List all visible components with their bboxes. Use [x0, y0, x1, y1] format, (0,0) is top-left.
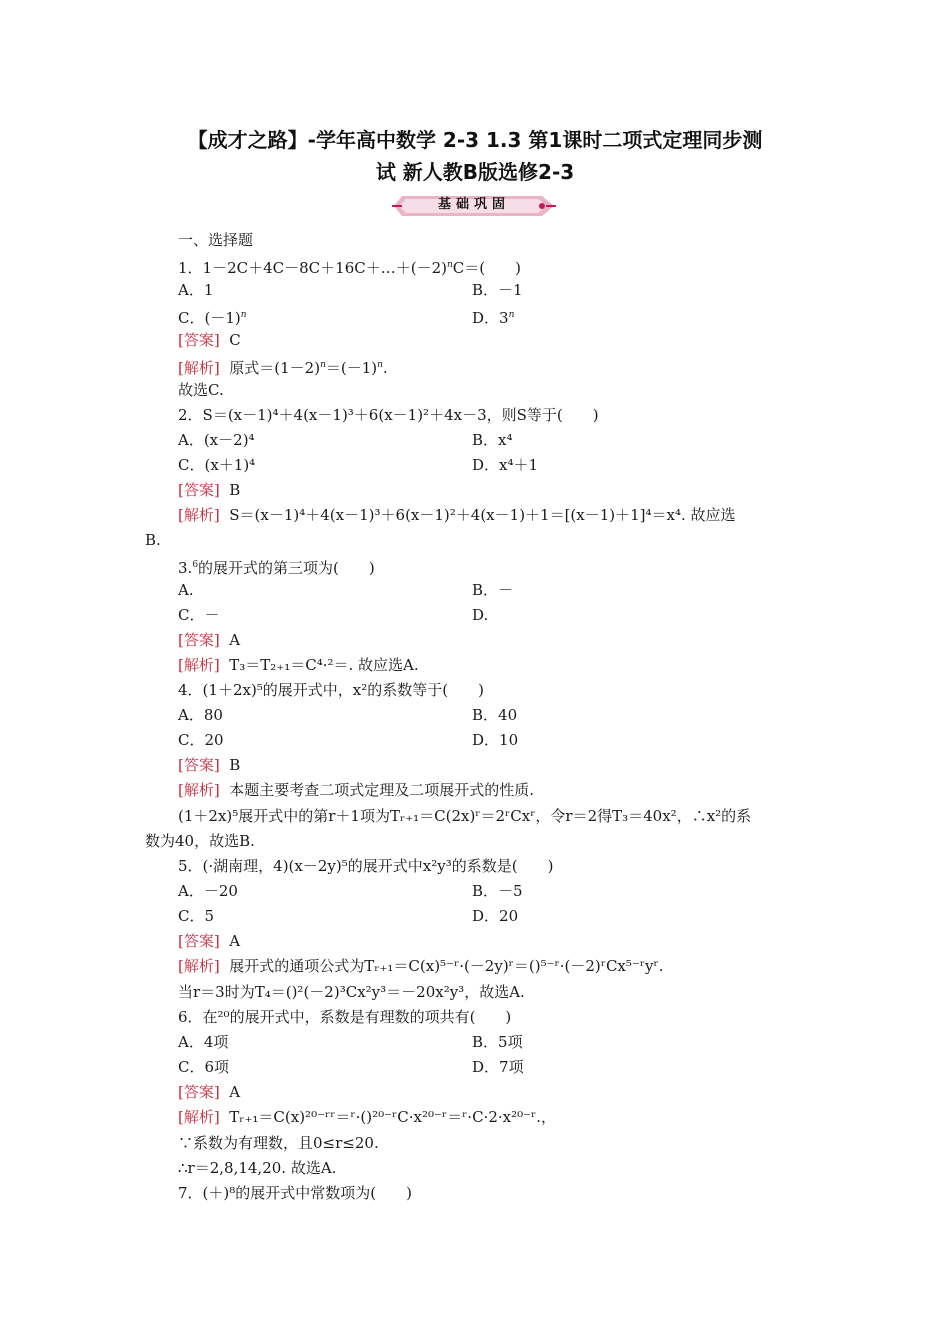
question-3-option-a: A. [178, 581, 194, 599]
question-5-answer: [答案] A [178, 932, 241, 950]
question-4-option-a: A．80 [178, 706, 223, 724]
question-2-analysis-cont: B. [145, 531, 161, 549]
question-1-answer: [答案] C [178, 331, 241, 349]
question-6-option-b: B．5项 [472, 1033, 523, 1051]
question-4-detail-cont: 数为40，故选B. [145, 832, 255, 850]
section-heading: 一、选择题 [178, 231, 254, 249]
question-1-option-d: D．3$^n$ [472, 309, 515, 327]
question-5-option-a: A．－20 [178, 882, 238, 900]
question-7-stem: 7．(＋)⁸的展开式中常数项为( ) [178, 1184, 412, 1202]
question-4-option-b: B．40 [472, 706, 518, 724]
question-4-stem: 4．(1＋2x)⁵的展开式中，x²的系数等于( ) [178, 681, 484, 699]
question-3-answer: [答案] A [178, 631, 241, 649]
question-4-option-d: D．10 [472, 731, 519, 749]
question-5-option-b: B．－5 [472, 882, 523, 900]
question-6-analysis: [解析] Tᵣ₊₁＝C(x)²⁰⁻ʳʳ＝ʳ·()²⁰⁻ʳC·x²⁰⁻ʳ＝ʳ·C·2·x²⁰⁻ʳ.， [178, 1108, 557, 1126]
question-1-option-b: B．－1 [472, 281, 523, 299]
question-3-option-d: D. [472, 606, 489, 624]
question-5-option-c: C．5 [178, 907, 215, 925]
question-5-option-d: D．20 [472, 907, 519, 925]
question-2-option-d: D．x⁴＋1 [472, 456, 539, 474]
question-2-option-b: B．x⁴ [472, 431, 513, 449]
question-2-stem: 2．S＝(x－1)⁴＋4(x－1)³＋6(x－1)²＋4x－3，则S等于( ) [178, 406, 599, 424]
question-4-detail: (1＋2x)⁵展开式中的第r＋1项为Tᵣ₊₁＝C(2x)ʳ＝2ʳCxʳ，令r＝2得T₃＝40x²，∴x²的系 [178, 807, 752, 825]
section-banner [392, 194, 556, 218]
question-3-option-b: B．－ [472, 581, 514, 599]
question-1-stem: 1．$1-2C+4C-8C+16C+\dots+(-2)^nC=$( ) [178, 259, 521, 277]
question-6-option-c: C．6项 [178, 1058, 230, 1076]
question-6-line2: ∵系数为有理数，且0≤r≤20. [178, 1134, 379, 1152]
question-3-option-c: C．－ [178, 606, 220, 624]
question-1-conclusion: 故选C. [178, 381, 224, 399]
question-2-option-c: C．(x＋1)⁴ [178, 456, 256, 474]
question-1-analysis: [解析] 原式$=(1-2)^n=(-1)^n$. [178, 359, 388, 377]
document-title-line1: 【成才之路】-学年高中数学 2-3 1.3 第1课时二项式定理同步测 [187, 128, 763, 152]
question-6-option-a: A．4项 [178, 1033, 229, 1051]
question-1-option-c: C．$(-1)^n$ [178, 309, 247, 327]
question-6-option-d: D．7项 [472, 1058, 524, 1076]
question-4-analysis: [解析] 本题主要考查二项式定理及二项展开式的性质. [178, 781, 535, 799]
question-6-answer: [答案] A [178, 1083, 241, 1101]
question-3-stem: 3.$^6$的展开式的第三项为( ) [178, 559, 375, 577]
question-3-analysis: [解析] T₃＝T₂₊₁＝C⁴·²＝. 故应选A. [178, 656, 419, 674]
question-5-detail: 当r＝3时为T₄＝()²(－2)³Cx²y³＝－20x²y³，故选A. [178, 983, 525, 1001]
question-4-answer: [答案] B [178, 756, 241, 774]
section-banner-label: 基础巩固 [437, 197, 510, 212]
question-2-option-a: A．(x－2)⁴ [178, 431, 255, 449]
question-5-analysis: [解析] 展开式的通项公式为Tᵣ₊₁＝C(x)⁵⁻ʳ·(－2y)ʳ＝()⁵⁻ʳ·(－2)ʳCx⁵⁻ʳyʳ. [178, 957, 664, 975]
question-6-line3: ∴r＝2,8,14,20. 故选A. [178, 1159, 337, 1177]
question-4-option-c: C．20 [178, 731, 224, 749]
question-5-stem: 5．(·湖南理，4)(x－2y)⁵的展开式中x²y³的系数是( ) [178, 857, 554, 875]
document-title-line2: 试 新人教B版选修2-3 [375, 160, 575, 184]
question-2-analysis: [解析] S＝(x－1)⁴＋4(x－1)³＋6(x－1)²＋4(x－1)＋1＝[(x－1)＋1]⁴＝x⁴. 故应选 [178, 506, 736, 524]
question-6-stem: 6．在²⁰的展开式中，系数是有理数的项共有( ) [178, 1008, 512, 1026]
question-1-option-a: A．1 [178, 281, 214, 299]
question-2-answer: [答案] B [178, 481, 241, 499]
